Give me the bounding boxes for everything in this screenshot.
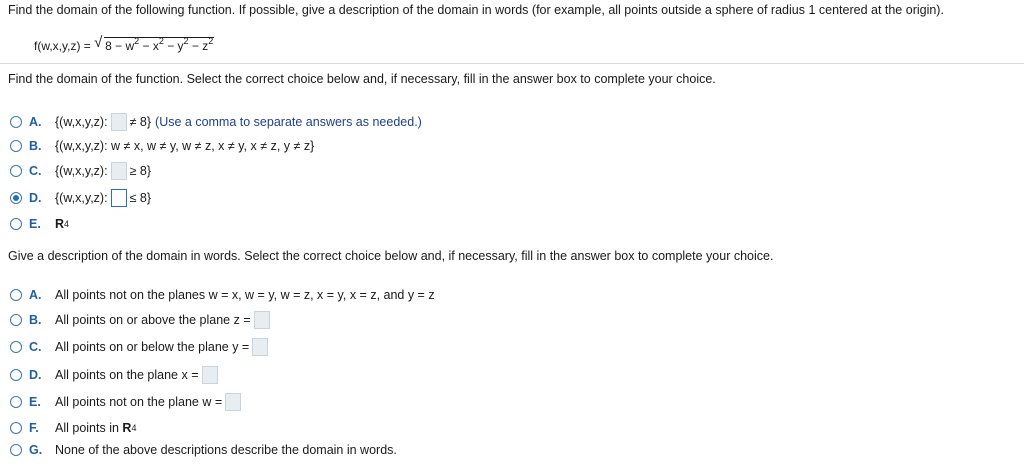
q1-choice-d[interactable] xyxy=(10,189,151,207)
radio-button-selected[interactable] xyxy=(10,192,22,204)
radicand-term: − y xyxy=(163,39,184,53)
function-lhs: f(w,x,y,z) = xyxy=(34,39,95,53)
choice-letter: E. xyxy=(29,395,41,409)
choice-text: {(w,x,y,z): xyxy=(55,164,108,178)
choice-note: (Use a comma to separate answers as needed.) xyxy=(155,115,422,129)
answer-box[interactable] xyxy=(111,189,127,207)
q1-choice-a[interactable] xyxy=(10,113,422,131)
q1-instruction: Find the domain of the function. Select the correct choice below and, if necessary, fill in the answer box to complete your choice. xyxy=(8,72,716,86)
choice-letter: F. xyxy=(29,421,39,435)
q2-choice-g[interactable] xyxy=(10,441,397,459)
q2-choice-c[interactable] xyxy=(10,338,271,356)
q2-instruction: Give a description of the domain in words. Select the correct choice below and, if necessary, fill in the answer box to complete your choice. xyxy=(8,249,774,263)
choice-text: ≤ 8} xyxy=(129,191,152,205)
radio-button[interactable] xyxy=(10,140,22,152)
radio-button[interactable] xyxy=(10,369,22,381)
radio-button[interactable] xyxy=(10,218,22,230)
radicand xyxy=(104,37,214,53)
q2-choice-f[interactable]: F. All points in R 4 xyxy=(10,419,136,437)
q2-choice-e[interactable] xyxy=(10,393,244,411)
radio-button[interactable] xyxy=(10,314,22,326)
answer-box[interactable] xyxy=(225,393,241,411)
choice-text: {(w,x,y,z): xyxy=(55,115,108,129)
radio-button[interactable] xyxy=(10,165,22,177)
choice-text: All points not on the planes w = x, w = y, w = z, x = y, x = z, and y = z xyxy=(55,288,435,302)
choice-text: {(w,x,y,z): w ≠ x, w ≠ y, w ≠ z, x ≠ y, x ≠ z, y ≠ z} xyxy=(55,139,315,153)
choice-text: ≥ 8} xyxy=(129,164,152,178)
q1-choice-c[interactable] xyxy=(10,162,151,180)
choice-letter: A. xyxy=(29,288,42,302)
choice-letter: B. xyxy=(29,139,42,153)
answer-box[interactable] xyxy=(111,113,127,131)
divider xyxy=(0,63,1024,64)
question-prompt: Find the domain of the following function. If possible, give a description of the domain in words (for example, all points outside a sphere of radius 1 centered at the origin). xyxy=(8,3,944,17)
radio-dot xyxy=(13,195,19,201)
choice-text: ≠ 8} xyxy=(129,115,152,129)
radio-button[interactable] xyxy=(10,289,22,301)
q1-choice-b[interactable] xyxy=(10,137,314,155)
choice-letter: C. xyxy=(29,340,42,354)
choice-letter: E. xyxy=(29,217,41,231)
choice-text: All points not on the plane w = xyxy=(55,395,223,409)
choice-letter: D. xyxy=(29,368,42,382)
choice-text-bold: R xyxy=(122,421,132,435)
radio-button[interactable] xyxy=(10,422,22,434)
choice-text: All points on or below the plane y = xyxy=(55,340,250,354)
exponent: 2 xyxy=(134,36,140,46)
radicand-term: − x xyxy=(139,39,159,53)
q2-choice-a[interactable] xyxy=(10,286,435,304)
radicand-term: − z xyxy=(188,39,209,53)
sqrt-icon: √ xyxy=(94,34,103,51)
choice-text: All points in xyxy=(55,421,119,435)
choice-letter: G. xyxy=(29,443,43,457)
radio-button[interactable] xyxy=(10,396,22,408)
choice-letter: A. xyxy=(29,115,42,129)
exponent: 2 xyxy=(183,36,189,46)
radio-button[interactable] xyxy=(10,341,22,353)
answer-box[interactable] xyxy=(202,366,218,384)
exponent: 2 xyxy=(158,36,164,46)
answer-box[interactable] xyxy=(252,338,268,356)
q2-choice-b[interactable] xyxy=(10,311,273,329)
choice-letter: B. xyxy=(29,313,42,327)
radio-button[interactable] xyxy=(10,444,22,456)
radicand-term: 8 − w xyxy=(105,39,135,53)
square-root xyxy=(94,34,214,53)
answer-box[interactable] xyxy=(111,162,127,180)
choice-text: R xyxy=(55,217,65,231)
choice-text: {(w,x,y,z): xyxy=(55,191,108,205)
answer-box[interactable] xyxy=(254,311,270,329)
function-definition xyxy=(34,34,214,53)
choice-letter: C. xyxy=(29,164,42,178)
exponent: 2 xyxy=(208,36,214,46)
radio-button[interactable] xyxy=(10,116,22,128)
choice-text: All points on or above the plane z = xyxy=(55,313,251,327)
choice-letter: D. xyxy=(29,191,42,205)
q2-choice-d[interactable] xyxy=(10,366,221,384)
q1-choice-e[interactable]: E. R 4 xyxy=(10,215,69,233)
choice-text: All points on the plane x = xyxy=(55,368,199,382)
choice-text: None of the above descriptions describe the domain in words. xyxy=(55,443,397,457)
